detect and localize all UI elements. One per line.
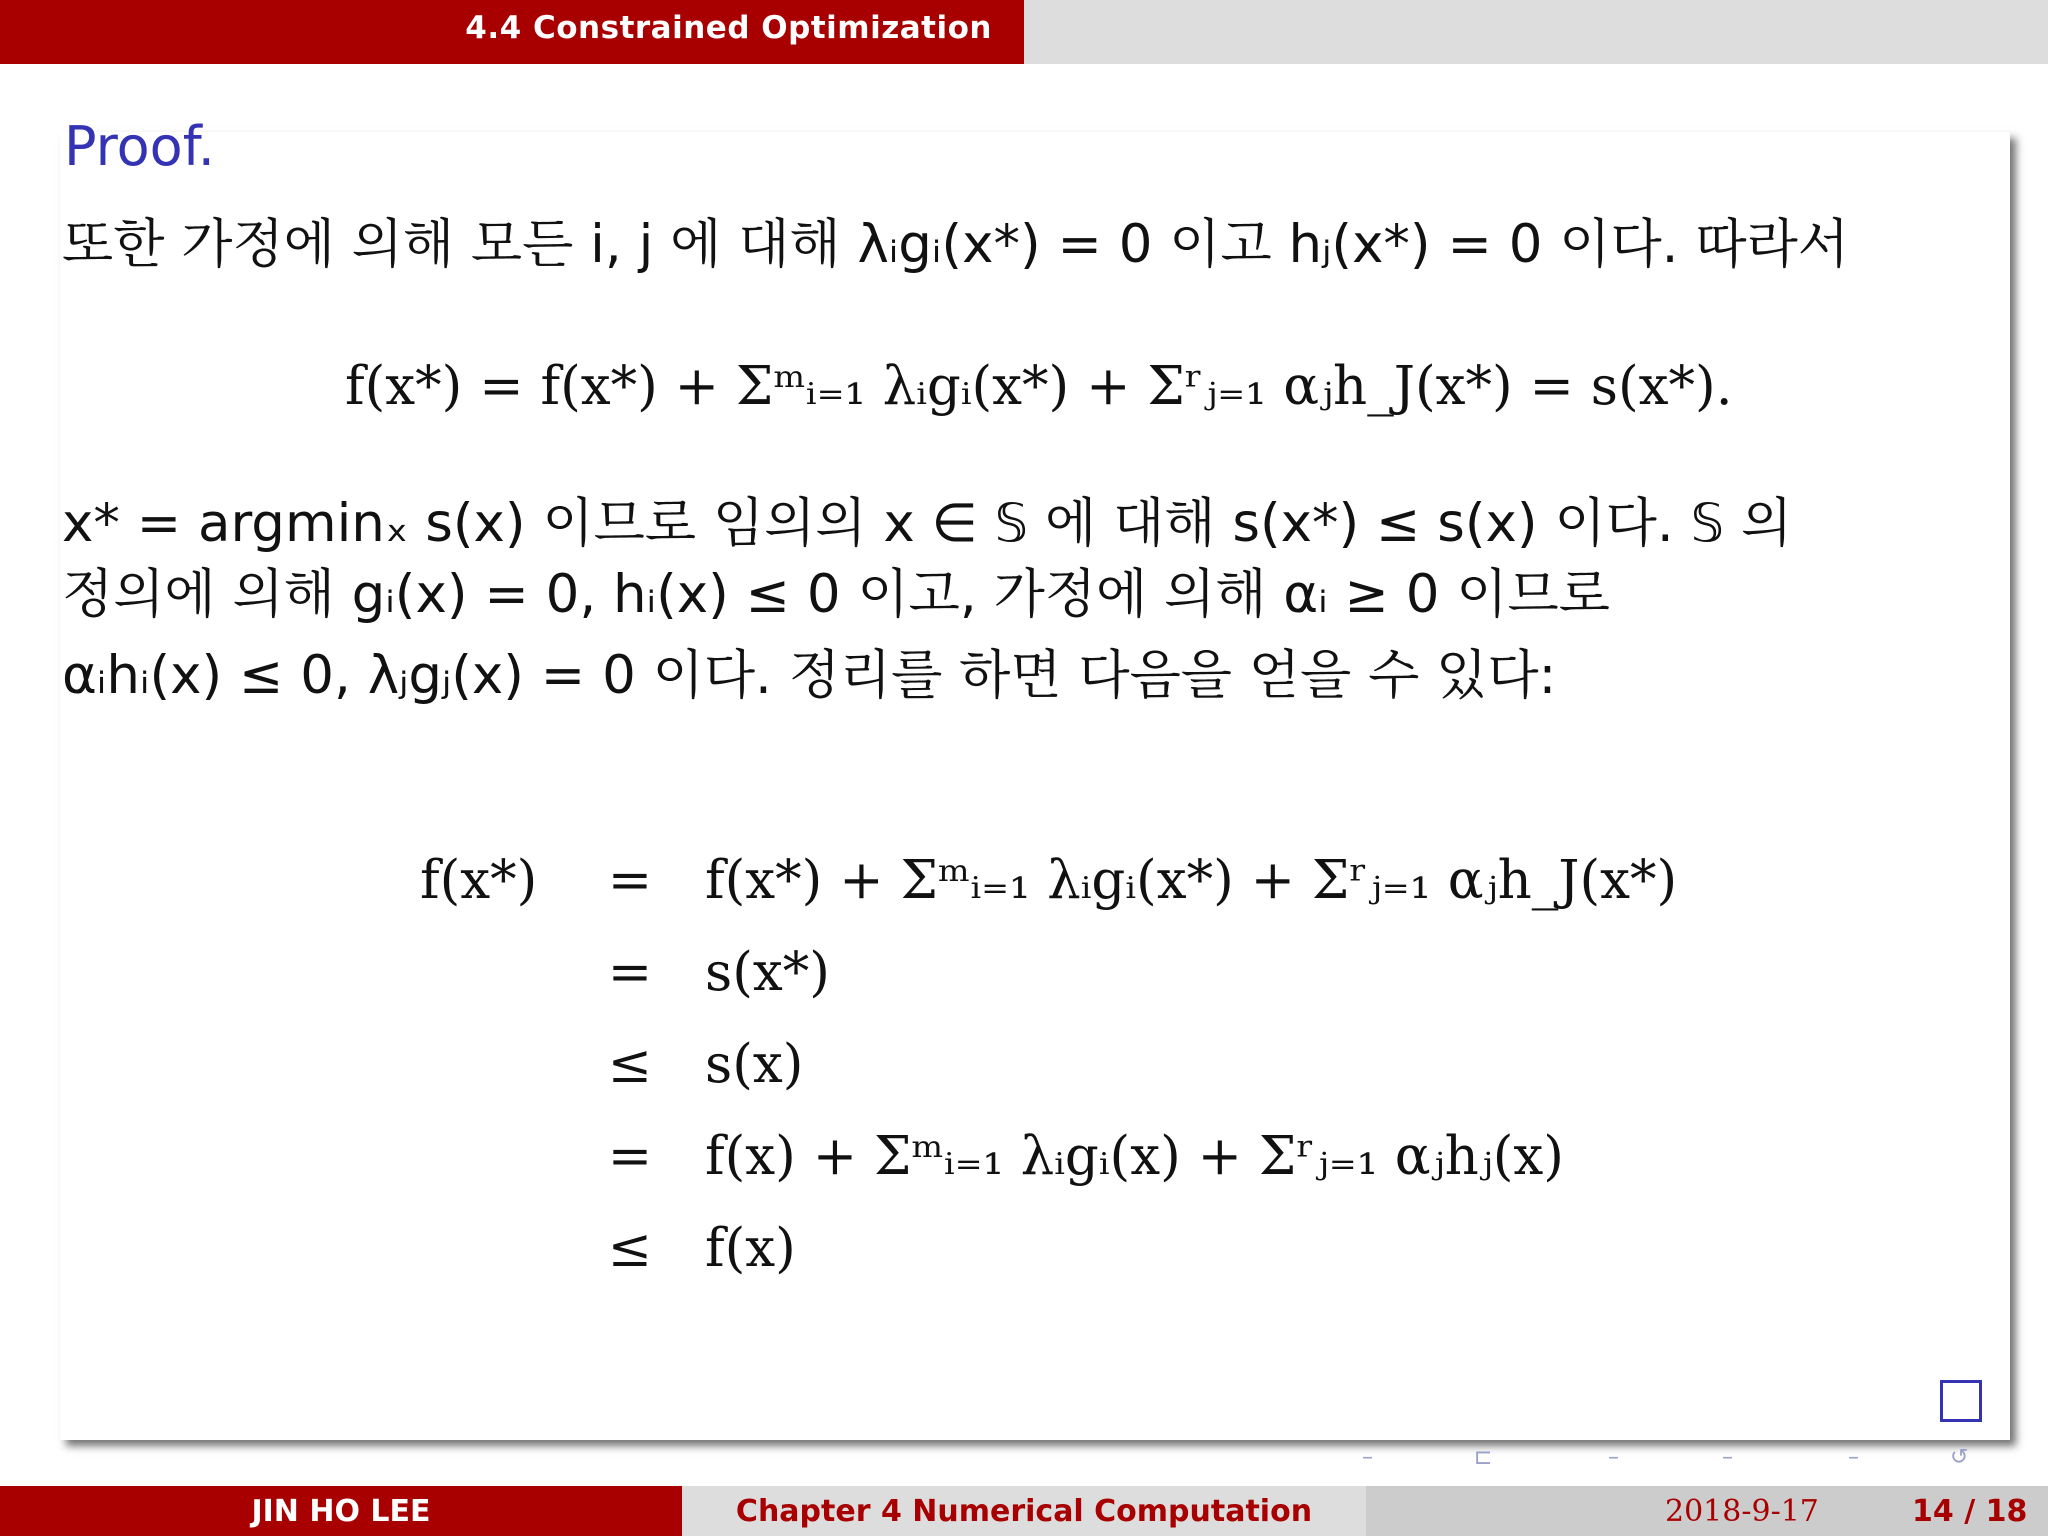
equation-1: f(x*) = f(x*) + Σᵐᵢ₌₁ λᵢgᵢ(x*) + Σʳⱼ₌₁ αⱼh_J(x*) = s(x*). bbox=[345, 356, 1733, 417]
section-tab[interactable] bbox=[0, 0, 1024, 64]
align-relation: = bbox=[607, 850, 653, 911]
nav-section-icon[interactable]: – bbox=[1722, 1445, 1733, 1470]
align-rhs: f(x) + Σᵐᵢ₌₁ λᵢgᵢ(x) + Σʳⱼ₌₁ αⱼhⱼ(x) bbox=[705, 1126, 1564, 1187]
nav-search-icon[interactable]: ↺ bbox=[1950, 1445, 1969, 1470]
qed-square-icon bbox=[1940, 1380, 1982, 1422]
align-rhs: s(x*) bbox=[705, 942, 830, 1003]
nav-frame-icon[interactable]: ⊏ bbox=[1474, 1445, 1493, 1470]
align-relation: = bbox=[607, 1126, 653, 1187]
footer-page-number: 14 / 18 bbox=[1912, 1494, 2028, 1529]
align-relation: ≤ bbox=[607, 1034, 653, 1095]
footer-title: Chapter 4 Numerical Computation bbox=[735, 1494, 1313, 1529]
nav-prev-frame-icon[interactable]: – bbox=[1362, 1445, 1373, 1470]
proof-block bbox=[60, 132, 2010, 1440]
align-rhs: f(x) bbox=[705, 1218, 796, 1279]
paragraph-line-1: x* = argminₓ s(x) 이므로 임의의 x ∈ 𝕊 에 대해 s(x*) ≤ s(x) 이다. 𝕊 의 bbox=[62, 493, 1793, 554]
header-bar bbox=[0, 0, 2048, 64]
proof-line-1: 또한 가정에 의해 모든 i, j 에 대해 λᵢgᵢ(x*) = 0 이고 hⱼ(x*) = 0 이다. 따라서 bbox=[62, 214, 1849, 275]
paragraph-line-3: αᵢhᵢ(x) ≤ 0, λⱼgⱼ(x) = 0 이다. 정리를 하면 다음을 얻을 수 있다: bbox=[62, 645, 1557, 706]
paragraph-line-2: 정의에 의해 gᵢ(x) = 0, hᵢ(x) ≤ 0 이고, 가정에 의해 αᵢ ≥ 0 이므로 bbox=[62, 564, 1610, 625]
footer-author: JIN HO LEE bbox=[251, 1494, 431, 1529]
footer-bar bbox=[0, 1486, 2048, 1536]
section-title: 4.4 Constrained Optimization bbox=[465, 10, 992, 46]
align-relation: ≤ bbox=[607, 1218, 653, 1279]
align-rhs: f(x*) + Σᵐᵢ₌₁ λᵢgᵢ(x*) + Σʳⱼ₌₁ αⱼh_J(x*) bbox=[705, 850, 1678, 911]
align-relation: = bbox=[607, 942, 653, 1003]
align-rhs: s(x) bbox=[705, 1034, 804, 1095]
footer-date: 2018-9-17 bbox=[1665, 1494, 1819, 1529]
nav-document-icon[interactable]: – bbox=[1848, 1445, 1859, 1470]
nav-subsection-icon[interactable]: – bbox=[1608, 1445, 1619, 1470]
align-lhs: f(x*) bbox=[420, 850, 538, 911]
block-title: Proof. bbox=[64, 115, 215, 178]
